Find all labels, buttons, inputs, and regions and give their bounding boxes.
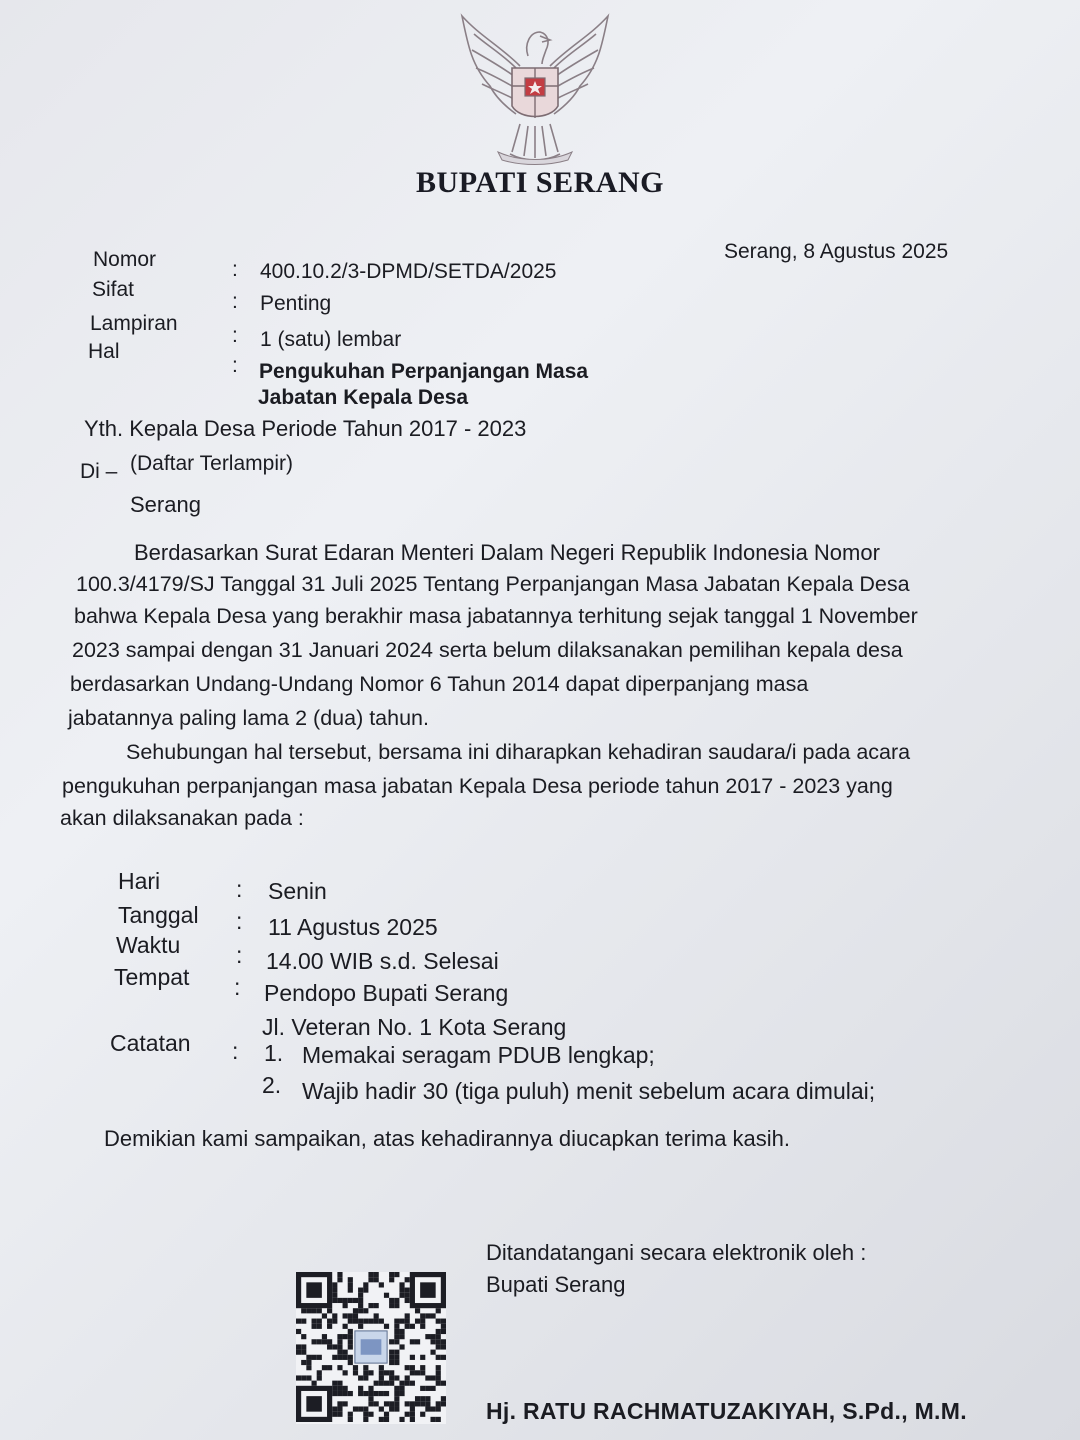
catatan-item2-num: 2. (262, 1072, 282, 1098)
sifat-colon: : (232, 290, 238, 313)
lampiran-colon: : (232, 324, 238, 347)
tempat-value-line1: Pendopo Bupati Serang (264, 980, 509, 1006)
body-p1-line5: berdasarkan Undang-Undang Nomor 6 Tahun 2014 dapat diperpanjang masa (70, 672, 809, 696)
sifat-value: Penting (260, 292, 332, 315)
body-p2-line1: Sehubungan hal tersebut, bersama ini diharapkan kehadiran saudara/i pada acara (126, 740, 911, 764)
closing-sentence: Demikian kami sampaikan, atas kehadirannya diucapkan terima kasih. (104, 1126, 791, 1151)
catatan-colon: : (232, 1038, 239, 1064)
signature-line1: Ditandatangani secara elektronik oleh : (486, 1240, 867, 1265)
hari-value: Senin (268, 878, 327, 904)
recipient-line1: Yth. Kepala Desa Periode Tahun 2017 - 2023 (84, 416, 527, 441)
hal-colon: : (232, 354, 238, 377)
hari-colon: : (236, 876, 243, 902)
catatan-item2-text: Wajib hadir 30 (tiga puluh) menit sebelum acara dimulai; (302, 1078, 876, 1104)
recipient-line2: (Daftar Terlampir) (130, 452, 293, 475)
nomor-value: 400.10.2/3-DPMD/SETDA/2025 (260, 260, 557, 283)
tempat-label: Tempat (114, 964, 190, 990)
qr-code-icon (296, 1272, 446, 1424)
hal-label: Hal (88, 340, 120, 363)
waktu-value: 14.00 WIB s.d. Selesai (266, 948, 499, 974)
catatan-item1-num: 1. (264, 1040, 284, 1066)
waktu-colon: : (236, 942, 243, 968)
tanggal-colon: : (236, 908, 243, 934)
waktu-label: Waktu (116, 932, 181, 958)
hal-value-line1: Pengukuhan Perpanjangan Masa (259, 360, 589, 383)
letterhead-title: BUPATI SERANG (416, 166, 664, 199)
place-date: Serang, 8 Agustus 2025 (724, 240, 949, 263)
tanggal-value: 11 Agustus 2025 (268, 914, 438, 940)
garuda-emblem-icon (450, 6, 620, 166)
body-p1-line1: Berdasarkan Surat Edaran Menteri Dalam Negeri Republik Indonesia Nomor (134, 540, 880, 565)
lampiran-value: 1 (satu) lembar (260, 328, 402, 351)
body-p1-line2: 100.3/4179/SJ Tanggal 31 Juli 2025 Tentang Perpanjangan Masa Jabatan Kepala Desa (76, 572, 910, 596)
tempat-colon: : (234, 974, 241, 1000)
recipient-line4: Serang (130, 492, 201, 517)
body-p1-line6: jabatannya paling lama 2 (dua) tahun. (68, 706, 429, 730)
body-p1-line4: 2023 sampai dengan 31 Januari 2024 serta belum dilaksanakan pemilihan kepala desa (72, 638, 903, 662)
catatan-item1-text: Memakai seragam PDUB lengkap; (302, 1042, 655, 1068)
tanggal-label: Tanggal (118, 902, 199, 928)
hal-value-line2: Jabatan Kepala Desa (258, 386, 469, 409)
tempat-value-line2: Jl. Veteran No. 1 Kota Serang (262, 1014, 567, 1040)
recipient-line3: Di – (80, 460, 118, 483)
catatan-label: Catatan (110, 1030, 191, 1056)
lampiran-label: Lampiran (90, 312, 178, 335)
nomor-colon: : (232, 258, 238, 281)
hari-label: Hari (118, 868, 161, 894)
signature-line2: Bupati Serang (486, 1272, 626, 1297)
nomor-label: Nomor (93, 248, 157, 271)
body-p2-line3: akan dilaksanakan pada : (60, 806, 304, 830)
body-p1-line3: bahwa Kepala Desa yang berakhir masa jabatannya terhitung sejak tanggal 1 November (74, 604, 918, 628)
signatory-name: Hj. RATU RACHMATUZAKIYAH, S.Pd., M.M. (486, 1398, 967, 1424)
body-p2-line2: pengukuhan perpanjangan masa jabatan Kepala Desa periode tahun 2017 - 2023 yang (62, 774, 893, 798)
sifat-label: Sifat (92, 278, 135, 301)
